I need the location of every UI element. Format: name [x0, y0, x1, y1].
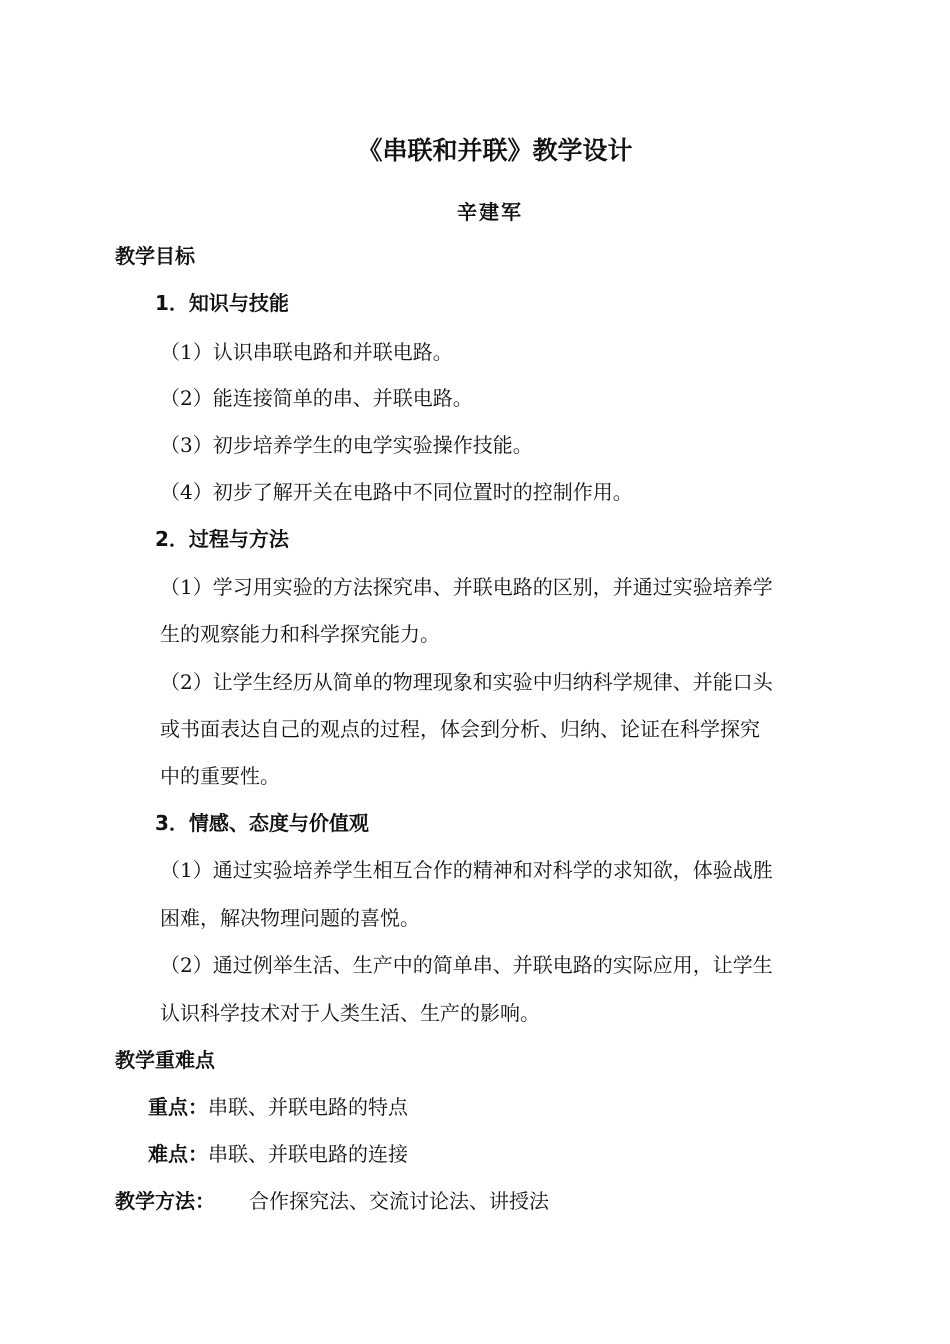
list-item: （1）认识串联电路和并联电路。 [160, 340, 453, 364]
list-item: （4）初步了解开关在电路中不同位置时的控制作用。 [160, 480, 633, 504]
paragraph-line: 或书面表达自己的观点的过程，体会到分析、归纳、论证在科学探究 [160, 717, 760, 741]
section-heading-key-points: 教学重难点 [115, 1048, 215, 1072]
focus-label: 重点： [148, 1095, 208, 1119]
document-title: 《串联和并联》教学设计 [357, 136, 633, 165]
difficulty-row [148, 1142, 408, 1166]
paragraph-line: 困难，解决物理问题的喜悦。 [160, 906, 420, 930]
focus-row [148, 1095, 408, 1119]
difficulty-label: 难点： [148, 1142, 208, 1166]
paragraph-line: （2）通过例举生活、生产中的简单串、并联电路的实际应用，让学生 [160, 953, 773, 977]
paragraph-line: （1）通过实验培养学生相互合作的精神和对科学的求知欲，体验战胜 [160, 858, 773, 882]
paragraph-line: 中的重要性。 [160, 764, 280, 788]
paragraph-line: （1）学习用实验的方法探究串、并联电路的区别，并通过实验培养学 [160, 575, 773, 599]
document-author: 辛建军 [457, 200, 523, 224]
paragraph-line: 认识科学技术对于人类生活、生产的影响。 [160, 1001, 540, 1025]
subsection-heading-attitude: 3．情感、态度与价值观 [155, 811, 369, 835]
section-heading-objectives: 教学目标 [115, 244, 195, 268]
list-item: （2）能连接简单的串、并联电路。 [160, 386, 473, 410]
methods-row [115, 1189, 549, 1213]
focus-text: 串联、并联电路的特点 [208, 1095, 408, 1119]
difficulty-text: 串联、并联电路的连接 [208, 1142, 408, 1166]
subsection-heading-knowledge: 1．知识与技能 [155, 291, 289, 315]
methods-text: 合作探究法、交流讨论法、讲授法 [249, 1189, 549, 1213]
list-item: （3）初步培养学生的电学实验操作技能。 [160, 433, 533, 457]
paragraph-line: （2）让学生经历从简单的物理现象和实验中归纳科学规律、并能口头 [160, 670, 773, 694]
methods-label: 教学方法： [115, 1189, 215, 1213]
subsection-heading-process: 2．过程与方法 [155, 527, 289, 551]
paragraph-line: 生的观察能力和科学探究能力。 [160, 622, 440, 646]
